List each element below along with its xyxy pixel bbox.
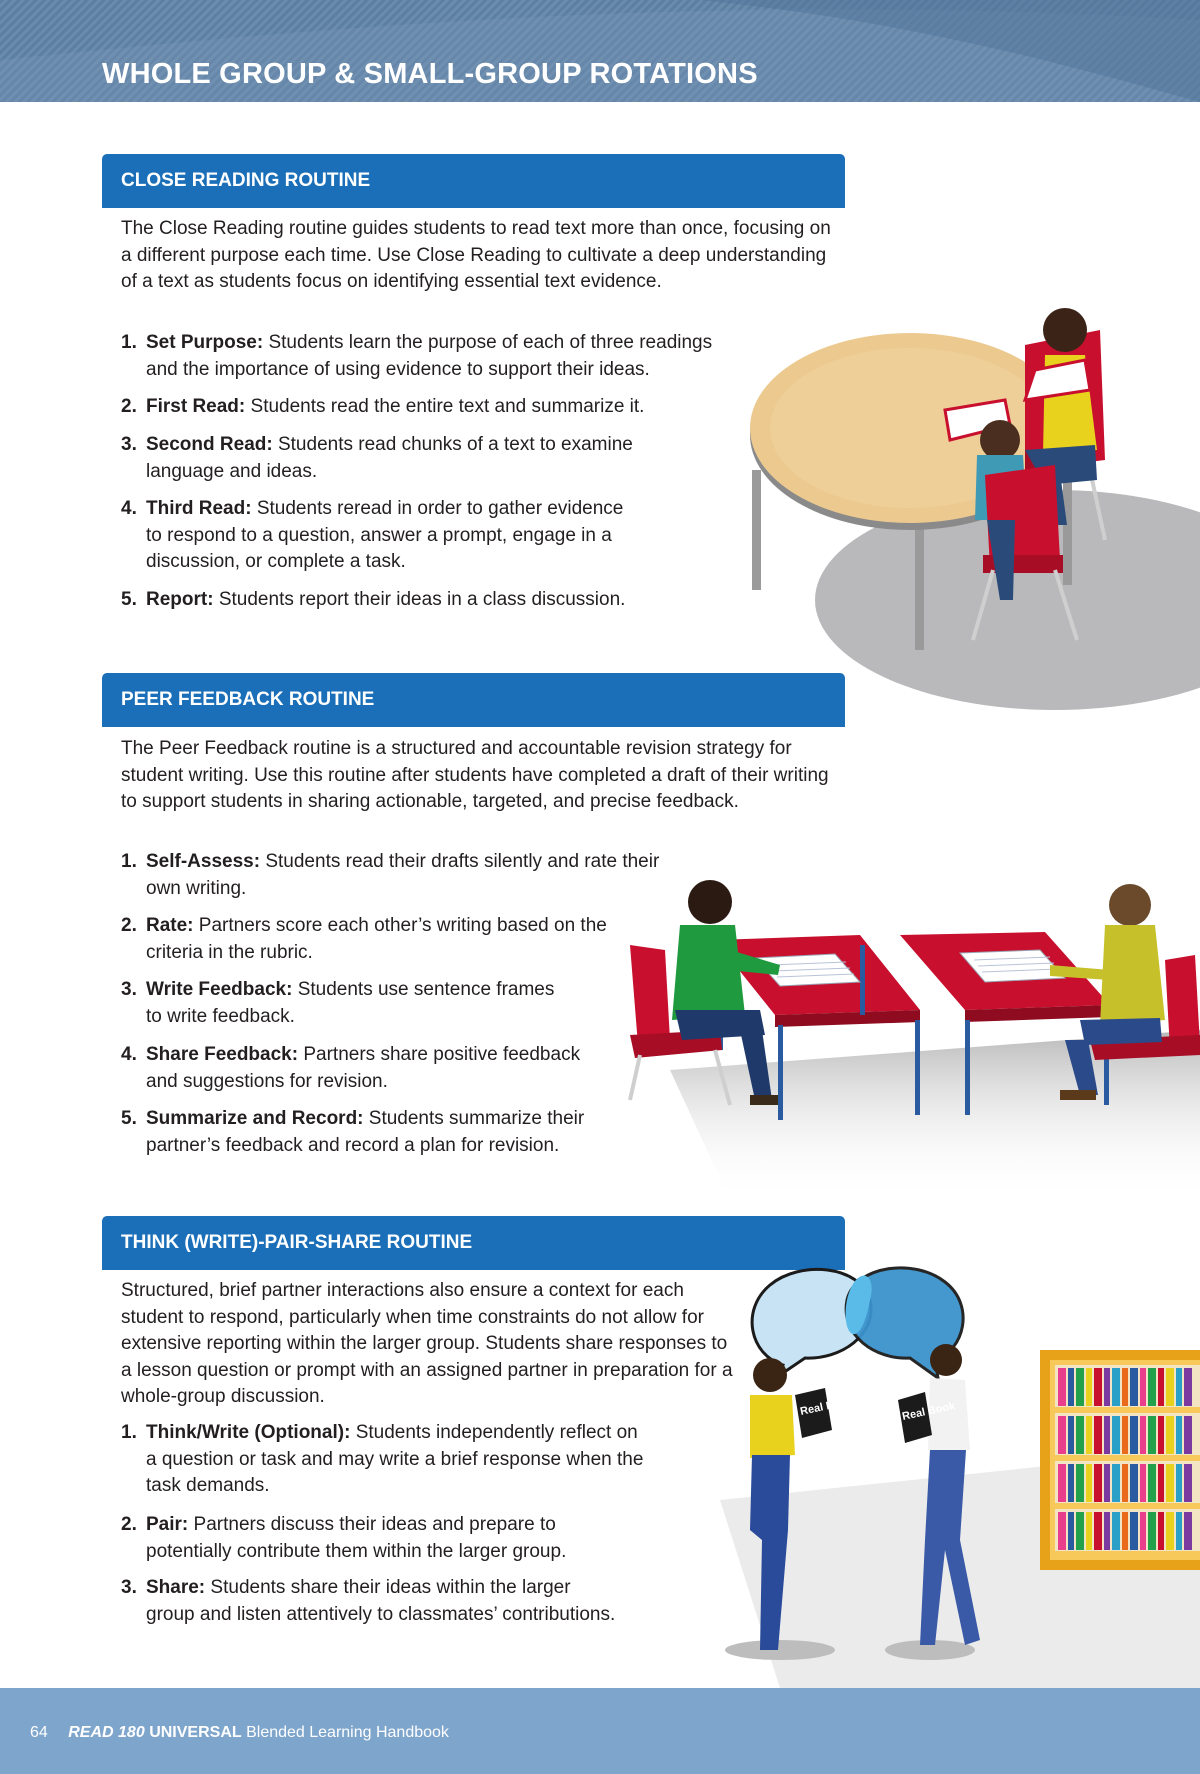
think-pair-share-step-2: 2. Pair: Partners discuss their ideas and prepare to potentially contribute them within the larger group. (121, 1514, 567, 1562)
footer-brand: READ 180 (68, 1724, 145, 1741)
peer-feedback-step-2: 2. Rate: Partners score each other’s writing based on the criteria in the rubric. (121, 915, 607, 963)
think-pair-share-illustration (720, 1250, 1200, 1688)
peer-feedback-step-3: 3. Write Feedback: Students use sentence frames to write feedback. (121, 979, 555, 1027)
close-reading-step-1: 1. Set Purpose: Students learn the purpose of each of three readings and the importance of using evidence to support their ideas. (121, 332, 713, 380)
close-reading-step-3: 3. Second Read: Students read chunks of a text to examine language and ideas. (121, 434, 633, 482)
page-title: WHOLE GROUP & SMALL-GROUP ROTATIONS (102, 58, 758, 90)
peer-feedback-step-1: 1. Self-Assess: Students read their drafts silently and rate their own writing. (121, 851, 660, 899)
footer-text (30, 1724, 449, 1742)
footer-subtitle: Blended Learning Handbook (246, 1724, 449, 1741)
peer-feedback-intro: The Peer Feedback routine is a structured and accountable revision strategy for student writing. Use this routine after students have completed a draft of their writing to support students in sharing actionable, targeted, and precise feedback. (121, 738, 829, 812)
close-reading-step-5: 5. Report: Students report their ideas in a class discussion. (121, 589, 626, 610)
close-reading-step-2: 2. First Read: Students read the entire text and summarize it. (121, 396, 645, 417)
peer-feedback-step-4: 4. Share Feedback: Partners share positive feedback and suggestions for revision. (121, 1044, 581, 1092)
peer-feedback-header: PEER FEEDBACK ROUTINE (102, 673, 845, 727)
paired-desks-illustration (610, 870, 1200, 1200)
round-table-illustration (725, 300, 1200, 720)
think-pair-share-step-1: 1. Think/Write (Optional): Students independently reflect on a question or task and may write a brief response when the task demands. (121, 1422, 644, 1496)
peer-feedback-step-5: 5. Summarize and Record: Students summarize their partner’s feedback and record a plan for revision. (121, 1108, 585, 1156)
book-cover-text-left: Real Book (799, 1395, 855, 1418)
think-pair-share-intro: Structured, brief partner interactions also ensure a context for each student to respond, particularly when time constraints do not allow for extensive reporting within the larger group. Students share responses to a lesson question or prompt with an assigned partner in preparation for a whole-group discussion. (121, 1280, 733, 1407)
footer-brand-universal: UNIVERSAL (149, 1724, 242, 1741)
page-number: 64 (30, 1724, 48, 1741)
close-reading-header: CLOSE READING ROUTINE (102, 154, 845, 208)
think-pair-share-step-3: 3. Share: Students share their ideas within the larger group and listen attentively to classmates’ contributions. (121, 1577, 616, 1625)
close-reading-step-4: 4. Third Read: Students reread in order to gather evidence to respond to a question, answer a prompt, engage in a discussion, or complete a task. (121, 498, 624, 572)
book-cover-text-right: Real Book (901, 1400, 957, 1423)
think-pair-share-header: THINK (WRITE)-PAIR-SHARE ROUTINE (102, 1216, 845, 1270)
close-reading-intro: The Close Reading routine guides students to read text more than once, focusing on a different purpose each time. Use Close Reading to cultivate a deep understanding of a text as students focus on identifying essential text evidence. (121, 218, 831, 292)
